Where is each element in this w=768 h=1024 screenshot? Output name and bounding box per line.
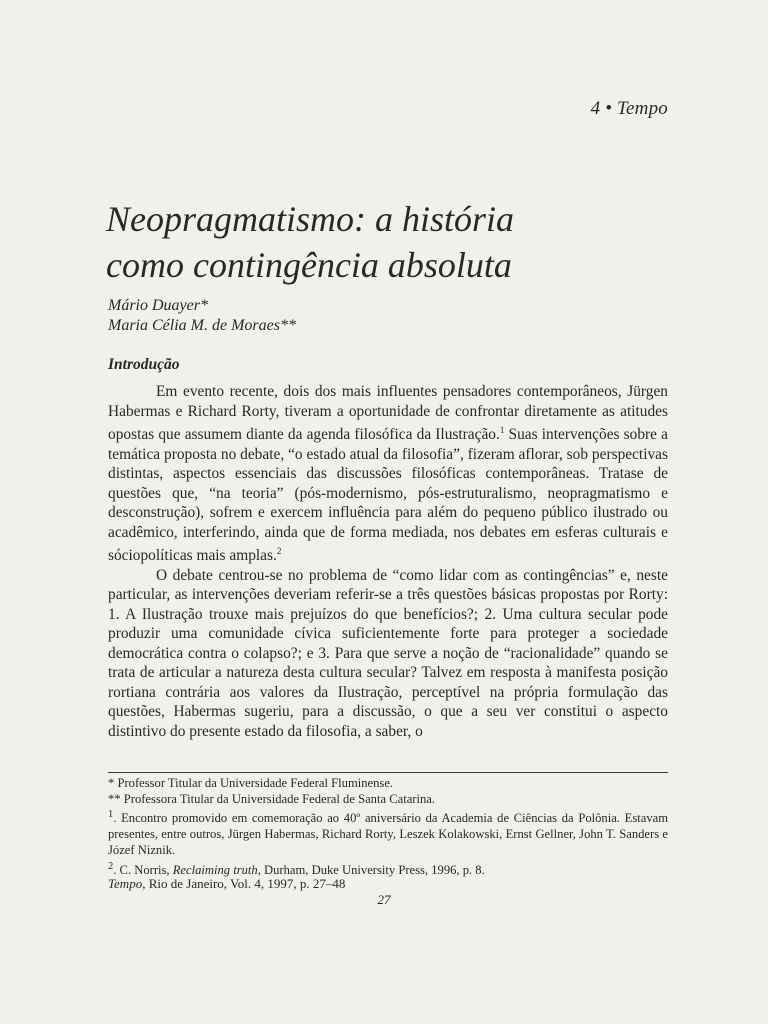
footnote-1-mark: 1 [108,809,114,821]
paragraph-1-text-a: Em evento recente, dois dos mais influentes pensadores contemporâneos, Jürgen Habermas e Richard Rorty, tiveram a oportunidade de confrontar diretamente as atitudes opostas que assumem diante da agenda filosófica da Ilustração. [108,383,668,444]
title-line-1: Neopragmatismo: a história [106,199,515,239]
citation-details: , Rio de Janeiro, Vol. 4, 1997, p. 27–48 [142,876,346,891]
journal-name: Tempo [108,876,143,891]
page-number: 27 [377,892,391,907]
title-line-2: como contingência absoluta [106,245,512,285]
footnote-divider [108,772,668,773]
footnote-2-mark: 2 [108,860,114,872]
citation-line [108,876,345,892]
footnotes [108,776,668,879]
footnote-1-text: . Encontro promovido em comemoração ao 40º aniversário da Academia de Ciências da Polônia. Estavam presentes, entre outros, Jürgen Habermas, Richard Rorty, Leszek Kolakowski, Ernst Gellner, John T. Sanders e Józef Niznik. [108,811,668,857]
body-text [108,382,668,741]
footnote-2-suffix: , Durham, Duke University Press, 1996, p. 8. [257,862,485,877]
paragraph-2: O debate centrou-se no problema de “como lidar com as contingências” e, neste particular, as intervenções deveriam referir-se a três questões básicas propostas por Rorty: 1. A Ilustração trouxe mais prejuízos do que benefícios?; 2. Uma cultura secular pode produzir uma comunidade cívica suficientemente forte para proteger a sociedade democrática contra o colapso?; e 3. Para que serve a noção de “racionalidade” quando se trata de articular a natureza desta cultura secular? Talvez em resposta à manifesta posição rortiana contrária aos valores da Ilustração, perceptível na própria formulação das questões, Habermas sugeriu, para a discussão, o que a seu ver constitui o aspecto distintivo do presente estado da filosofia, a saber, o [108,566,668,740]
author-1: Mário Duayer* [108,297,208,314]
paragraph-1-text-b: Suas intervenções sobre a temática proposta no debate, “o estado atual da filosofia”, fizeram aflorar, sob perspectivas distintas, aspectos essenciais das discussões filosóficas contemporâneas. Tratase de questões que, “na teoria” (pós-modernismo, pós-estruturalismo, neopragmatismo e desconstrução), sofrem e exercem influência para além do pequeno público ilustrado ou acadêmico, interferindo, ainda que de forma mediada, nos debates em esferas culturais e sóciopolíticas mais amplas. [108,426,668,565]
footnote-2-prefix: . C. Norris, [113,862,173,877]
article-title [106,196,686,288]
footnote-2-book-title: Reclaiming truth [172,862,258,877]
footnote-1 [108,807,668,858]
author-2: Maria Célia M. de Moraes** [108,317,296,334]
footnote-ref-2: 2 [276,546,282,557]
author-list [108,296,296,336]
paragraph-1 [108,382,668,566]
footnote-author-2: ** Professora Titular da Universidade Federal de Santa Catarina. [108,791,436,806]
running-head: 4 • Tempo [590,98,668,119]
footnote-author-1: * Professor Titular da Universidade Federal Fluminense. [108,776,394,790]
footnote-ref-1: 1 [499,425,505,435]
section-heading: Introdução [108,356,180,373]
